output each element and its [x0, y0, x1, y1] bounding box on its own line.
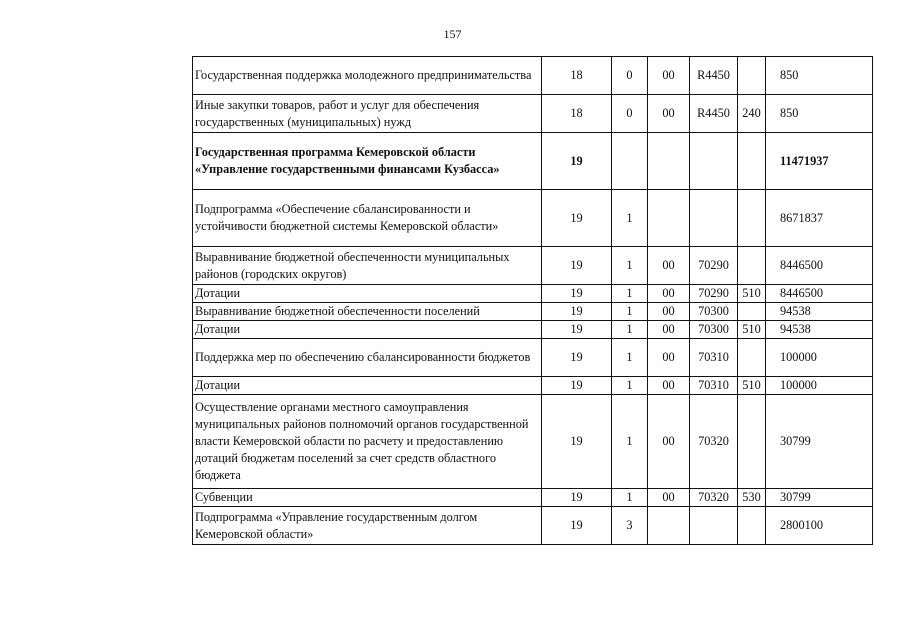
- table-row: [193, 395, 873, 489]
- table-row: [193, 247, 873, 285]
- table-row: [193, 303, 873, 321]
- row-code5-cell: [738, 303, 766, 321]
- row-code5-cell: [738, 133, 766, 190]
- row-code4-cell: [690, 133, 738, 190]
- row-amount-cell: 850: [766, 95, 873, 133]
- table-row: [193, 95, 873, 133]
- row-code1-cell: 19: [542, 190, 612, 247]
- row-name-cell: Подпрограмма «Управление государственным долгом Кемеровской области»: [193, 507, 542, 545]
- row-code3-cell: 00: [648, 395, 690, 489]
- row-code5-cell: 510: [738, 285, 766, 303]
- row-amount-cell: 94538: [766, 303, 873, 321]
- row-amount-cell: 30799: [766, 395, 873, 489]
- table-row: [193, 321, 873, 339]
- row-amount-cell: 11471937: [766, 133, 873, 190]
- row-name-cell: Дотации: [193, 377, 542, 395]
- table-row: [193, 377, 873, 395]
- row-code5-cell: [738, 395, 766, 489]
- row-code1-cell: 18: [542, 95, 612, 133]
- row-code1-cell: 19: [542, 377, 612, 395]
- row-amount-cell: 100000: [766, 377, 873, 395]
- table-row: [193, 57, 873, 95]
- row-code2-cell: [612, 133, 648, 190]
- row-code1-cell: 19: [542, 339, 612, 377]
- row-name-cell: Государственная программа Кемеровской области «Управление государственными финансами Кузбасса»: [193, 133, 542, 190]
- row-code2-cell: 0: [612, 95, 648, 133]
- row-code2-cell: 1: [612, 395, 648, 489]
- row-code1-cell: 19: [542, 133, 612, 190]
- table-row: [193, 489, 873, 507]
- table-row: [193, 133, 873, 190]
- row-code2-cell: 3: [612, 507, 648, 545]
- table-row: [193, 507, 873, 545]
- row-code1-cell: 19: [542, 489, 612, 507]
- row-amount-cell: 8671837: [766, 190, 873, 247]
- row-amount-cell: 2800100: [766, 507, 873, 545]
- row-code2-cell: 1: [612, 377, 648, 395]
- row-code1-cell: 19: [542, 247, 612, 285]
- row-code2-cell: 1: [612, 339, 648, 377]
- row-code4-cell: 70290: [690, 247, 738, 285]
- row-amount-cell: 30799: [766, 489, 873, 507]
- table-row: [193, 339, 873, 377]
- row-name-cell: Подпрограмма «Обеспечение сбалансированности и устойчивости бюджетной системы Кемеровской области»: [193, 190, 542, 247]
- row-code4-cell: R4450: [690, 57, 738, 95]
- row-name-cell: Поддержка мер по обеспечению сбалансированности бюджетов: [193, 339, 542, 377]
- row-code2-cell: 0: [612, 57, 648, 95]
- row-code4-cell: R4450: [690, 95, 738, 133]
- row-code4-cell: 70300: [690, 303, 738, 321]
- table-row: [193, 190, 873, 247]
- row-code4-cell: 70310: [690, 377, 738, 395]
- row-code2-cell: 1: [612, 303, 648, 321]
- row-code1-cell: 19: [542, 285, 612, 303]
- row-code5-cell: [738, 190, 766, 247]
- row-code4-cell: [690, 190, 738, 247]
- row-code1-cell: 18: [542, 57, 612, 95]
- table-body: [193, 57, 873, 545]
- row-code1-cell: 19: [542, 321, 612, 339]
- row-code2-cell: 1: [612, 489, 648, 507]
- row-code4-cell: 70320: [690, 395, 738, 489]
- budget-table: [192, 56, 873, 545]
- page-number: 157: [443, 27, 462, 41]
- row-amount-cell: 8446500: [766, 247, 873, 285]
- row-code1-cell: 19: [542, 395, 612, 489]
- row-code1-cell: 19: [542, 507, 612, 545]
- row-code2-cell: 1: [612, 321, 648, 339]
- row-code5-cell: [738, 339, 766, 377]
- row-code3-cell: 00: [648, 321, 690, 339]
- row-amount-cell: 8446500: [766, 285, 873, 303]
- row-code5-cell: [738, 247, 766, 285]
- row-code3-cell: [648, 190, 690, 247]
- row-code3-cell: [648, 507, 690, 545]
- row-code4-cell: 70300: [690, 321, 738, 339]
- row-code4-cell: 70310: [690, 339, 738, 377]
- row-code2-cell: 1: [612, 247, 648, 285]
- row-code5-cell: 240: [738, 95, 766, 133]
- row-name-cell: Дотации: [193, 321, 542, 339]
- row-code2-cell: 1: [612, 285, 648, 303]
- row-code4-cell: 70320: [690, 489, 738, 507]
- row-code2-cell: 1: [612, 190, 648, 247]
- row-code3-cell: 00: [648, 247, 690, 285]
- row-code3-cell: 00: [648, 303, 690, 321]
- row-code3-cell: 00: [648, 377, 690, 395]
- row-code3-cell: 00: [648, 95, 690, 133]
- row-name-cell: Выравнивание бюджетной обеспеченности поселений: [193, 303, 542, 321]
- row-code3-cell: 00: [648, 57, 690, 95]
- row-name-cell: Субвенции: [193, 489, 542, 507]
- row-code3-cell: 00: [648, 489, 690, 507]
- row-amount-cell: 850: [766, 57, 873, 95]
- row-code5-cell: [738, 507, 766, 545]
- row-name-cell: Выравнивание бюджетной обеспеченности муниципальных районов (городских округов): [193, 247, 542, 285]
- row-amount-cell: 94538: [766, 321, 873, 339]
- row-code5-cell: [738, 57, 766, 95]
- row-name-cell: Иные закупки товаров, работ и услуг для обеспечения государственных (муниципальных) нужд: [193, 95, 542, 133]
- table-row: [193, 285, 873, 303]
- row-name-cell: Государственная поддержка молодежного предпринимательства: [193, 57, 542, 95]
- row-code1-cell: 19: [542, 303, 612, 321]
- row-name-cell: Дотации: [193, 285, 542, 303]
- row-amount-cell: 100000: [766, 339, 873, 377]
- row-code5-cell: 530: [738, 489, 766, 507]
- row-code5-cell: 510: [738, 321, 766, 339]
- row-code5-cell: 510: [738, 377, 766, 395]
- row-code3-cell: [648, 133, 690, 190]
- row-code4-cell: [690, 507, 738, 545]
- row-code3-cell: 00: [648, 339, 690, 377]
- row-code3-cell: 00: [648, 285, 690, 303]
- row-code4-cell: 70290: [690, 285, 738, 303]
- row-name-cell: Осуществление органами местного самоуправления муниципальных районов полномочий органов государственной власти Кемеровской области по расчету и предоставлению дотаций бюджетам поселений за счет средств областного бюджета: [193, 395, 542, 489]
